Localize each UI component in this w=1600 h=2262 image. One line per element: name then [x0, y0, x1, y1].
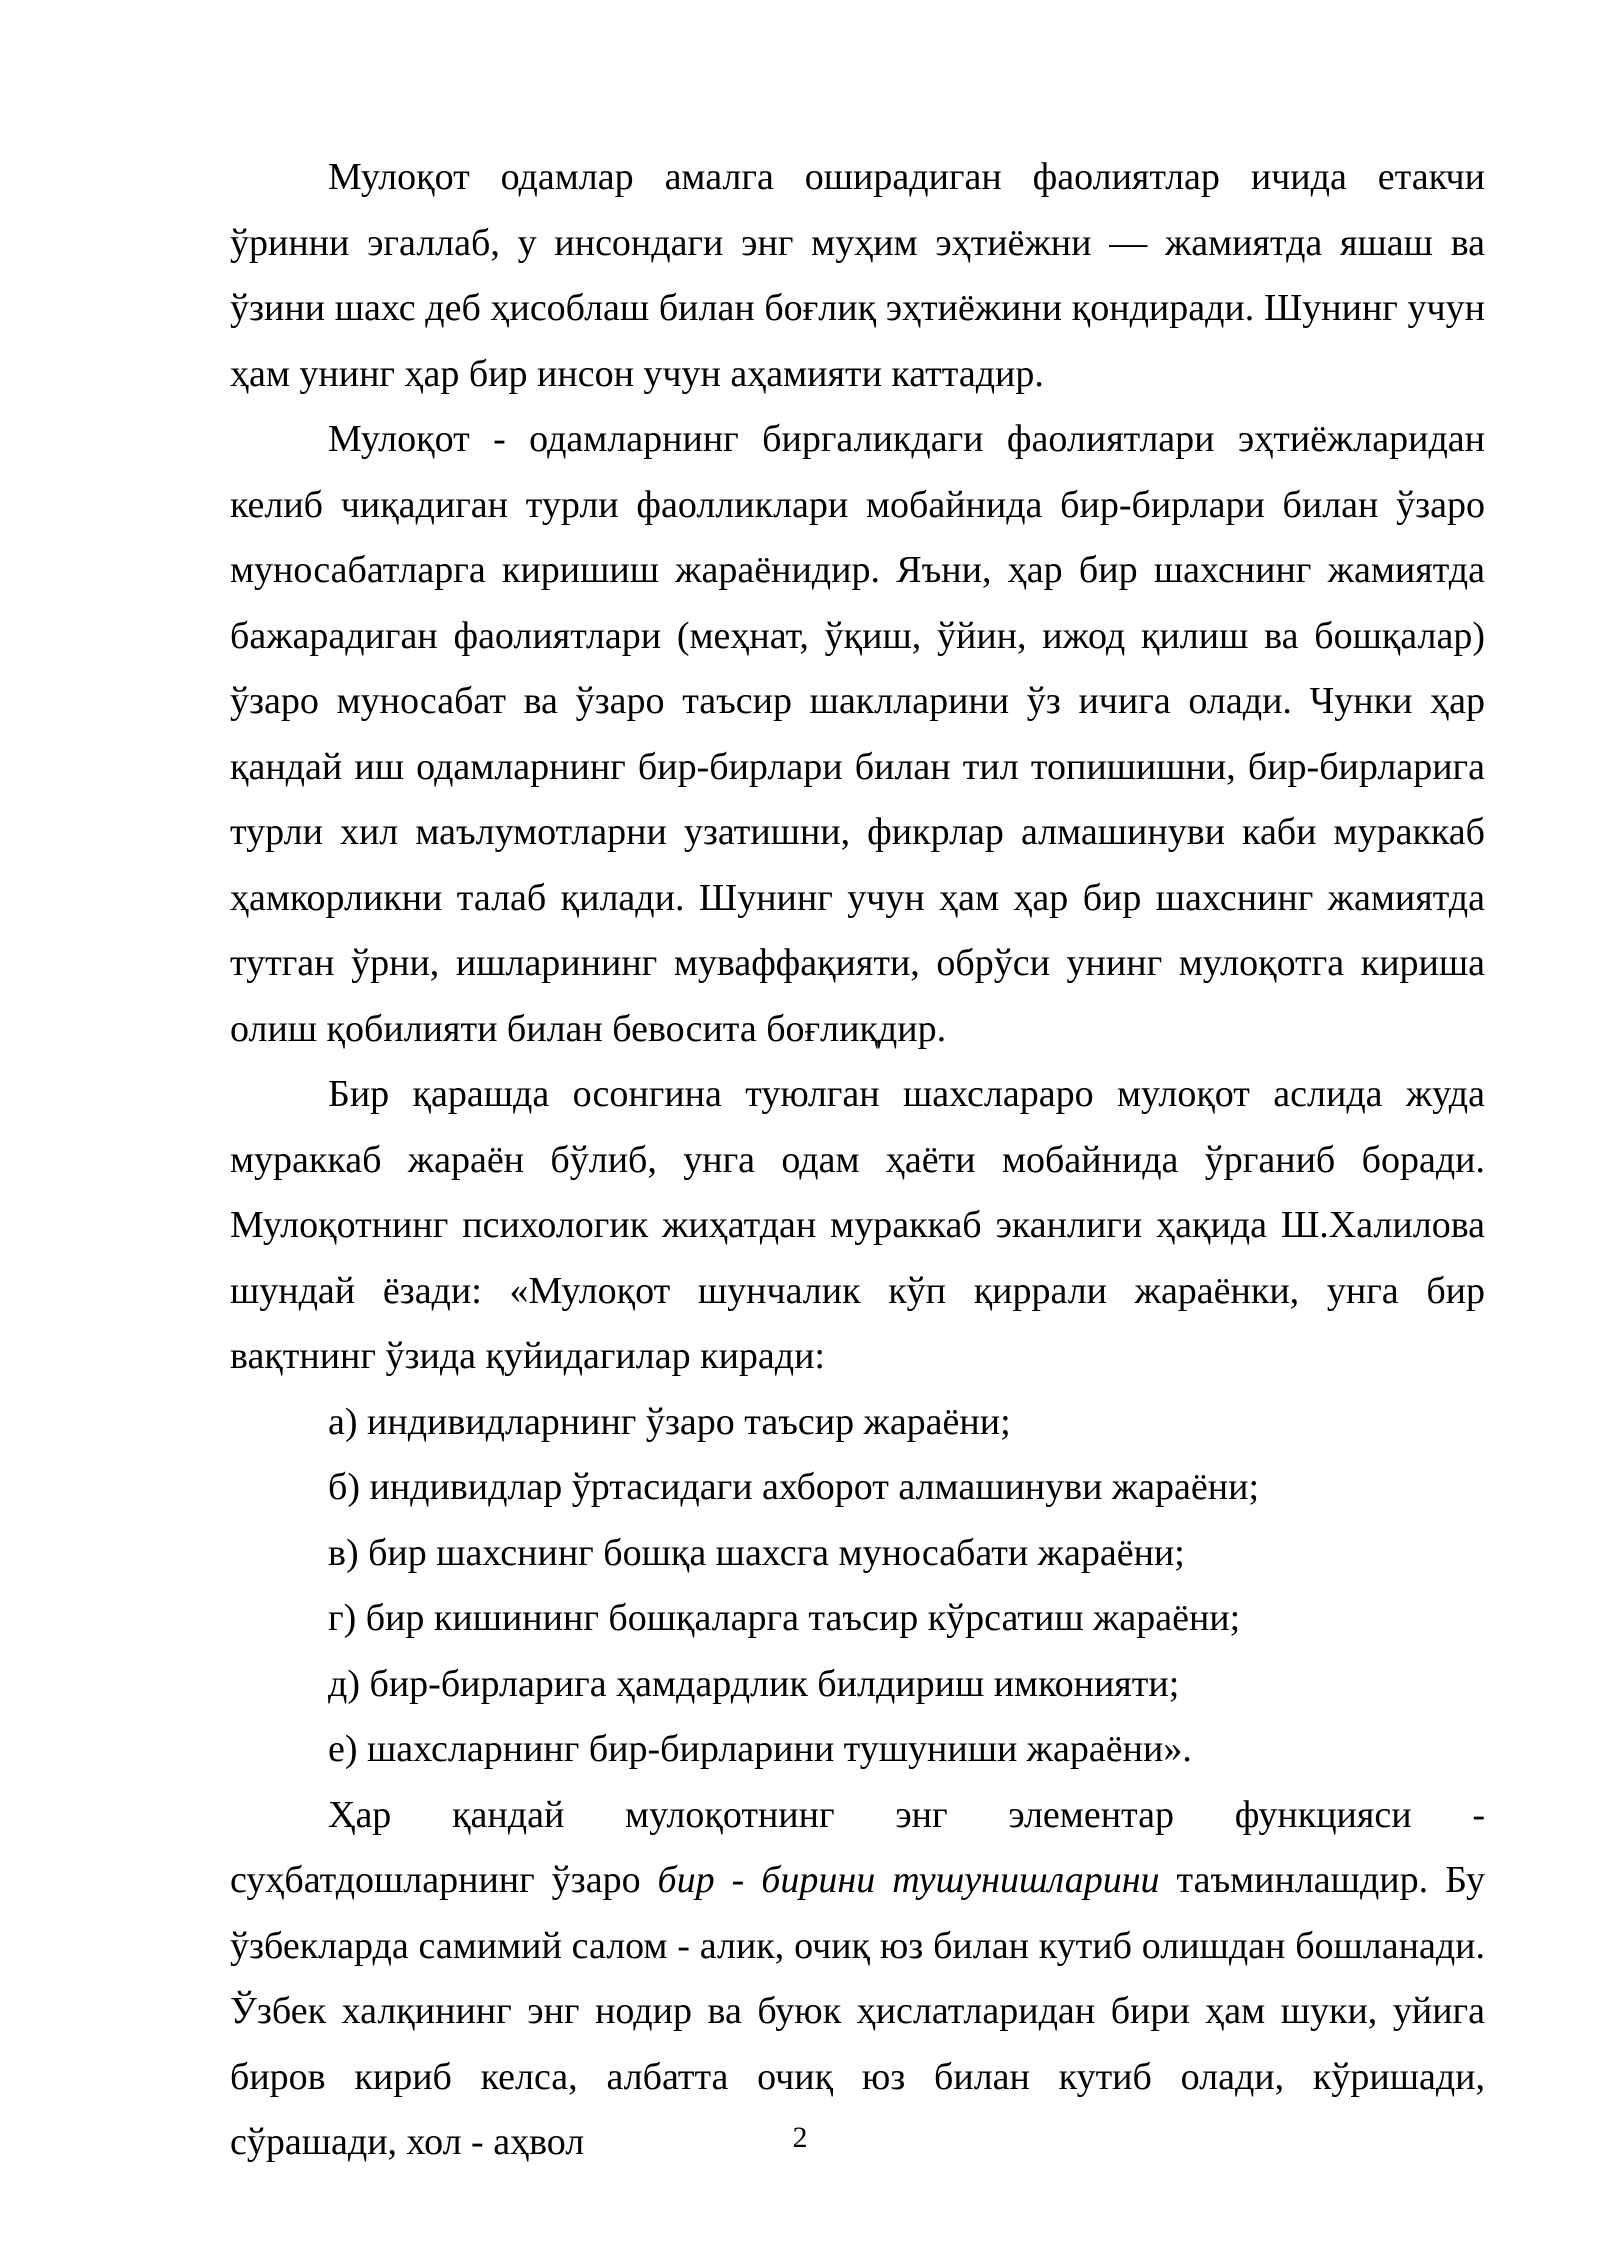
list-item: г) бир кишининг бошқаларга таъсир кўрсатиш жараёни; — [328, 1597, 1241, 1639]
list-item: д) бир-бирларига ҳамдардлик билдириш имконияти; — [328, 1662, 1180, 1705]
enumerated-list — [230, 1390, 1485, 1783]
page-number: 2 — [792, 2121, 808, 2154]
list-item: б) индивидлар ўртасидаги ахборот алмашинуви жараёни; — [328, 1466, 1259, 1508]
paragraph-4-rest: таъминлашдир. Бу ўзбекларда самимий салом - алик, очиқ юз билан кутиб олишдан бошланади. Ўзбек халқининг энг нодир ва буюк ҳислатларидан бири ҳам шуки, уйига биров кириб келса, албатта очиқ юз билан кутиб олади, кўришади, сўрашади, хол - аҳвол — [230, 1859, 1485, 2163]
paragraph-4-start: Ҳар қандай мулоқотнинг энг элементар функцияси - суҳбатдошларнинг ўзаро — [230, 1793, 1485, 1901]
page-body — [230, 145, 1485, 2176]
paragraph-3: Бир қарашда осонгина туюлган шахслараро мулоқот аслида жуда мураккаб жараён бўлиб, унга одам ҳаёти мобайнида ўрганиб боради. Мулоқотнинг психологик жиҳатдан мураккаб эканлиги ҳақида Ш.Халилова шундай ёзади: «Мулоқот шунчалик кўп қиррали жараёнки, унга бир вақтнинг ўзида қуйидагилар киради: — [230, 1073, 1485, 1377]
list-item: е) шахсларнинг бир-бирларини тушуниши жараёни». — [328, 1728, 1192, 1770]
list-item: а) индивидларнинг ўзаро таъсир жараёни; — [328, 1400, 1011, 1443]
list-item: в) бир шахснинг бошқа шахсга муносабати жараёни; — [328, 1531, 1185, 1574]
paragraph-4 — [230, 1783, 1485, 2176]
italic-phrase: бир - бирини тушунишларини — [657, 1859, 1160, 1901]
paragraph-1: Мулоқот одамлар амалга оширадиган фаолиятлар ичида етакчи ўринни эгаллаб, у инсондаги энг муҳим эҳтиёжни — жамиятда яшаш ва ўзини шахс деб ҳисоблаш билан боғлиқ эҳтиёжини қондиради. Шунинг учун ҳам унинг ҳар бир инсон учун аҳамияти каттадир. — [230, 156, 1485, 395]
paragraph-2: Мулоқот - одамларнинг биргаликдаги фаолиятлари эҳтиёжларидан келиб чиқадиган турли фаолликлари мобайнида бир-бирлари билан ўзаро муносабатларга киришиш жараёнидир. Яъни, ҳар бир шахснинг жамиятда бажарадиган фаолиятлари (меҳнат, ўқиш, ўйин, ижод қилиш ва бошқалар) ўзаро муносабат ва ўзаро таъсир шаклларини ўз ичига олади. Чунки ҳар қандай иш одамларнинг бир-бирлари билан тил топишишни, бир-бирларига турли хил маълумотларни узатишни, фикрлар алмашинуви каби мураккаб ҳамкорликни талаб қилади. Шунинг учун ҳам ҳар бир шахснинг жамиятда тутган ўрни, ишларининг муваффақияти, обрўси унинг мулоқотга кириша олиш қобилияти билан бевосита боғлиқдир. — [230, 418, 1485, 1050]
